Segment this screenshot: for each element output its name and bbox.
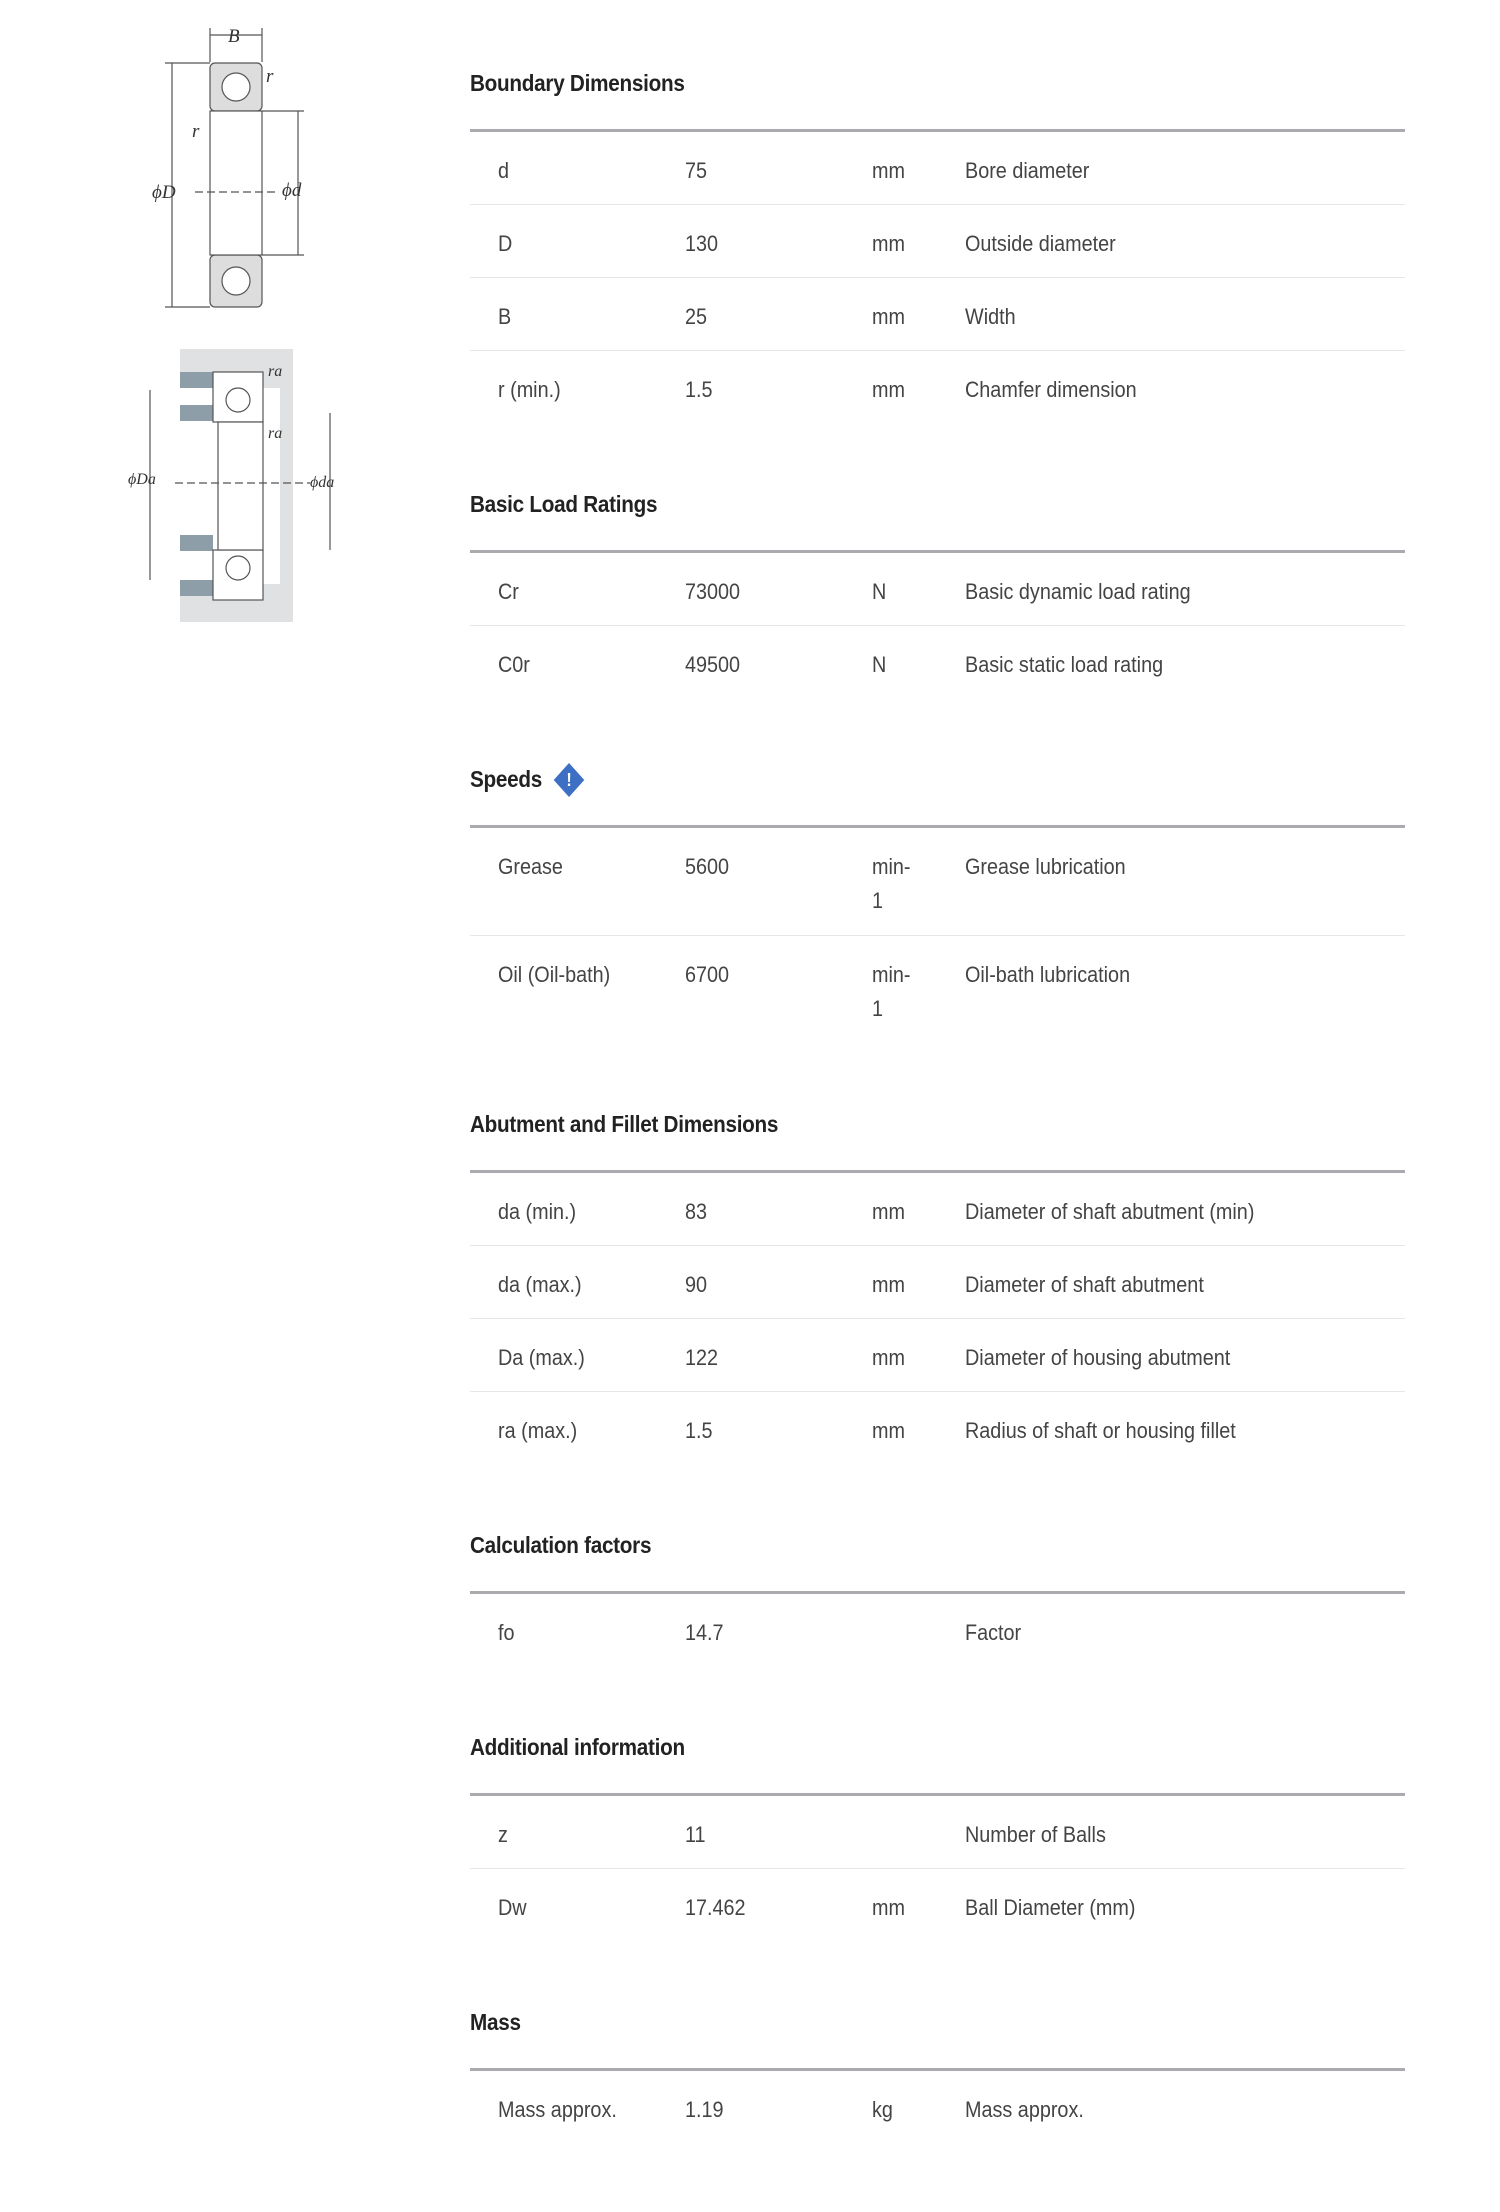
param-description: Ball Diameter (mm) <box>965 1895 1136 1920</box>
section-title: Additional information <box>470 1734 685 1760</box>
spec-table <box>470 2068 1405 2178</box>
bearing-dimension-diagram <box>165 28 304 307</box>
param-value: 75 <box>685 158 708 183</box>
param-value: 25 <box>685 304 708 329</box>
table-row <box>470 132 1405 205</box>
param-name: C0r <box>498 652 530 677</box>
section-abutment-and-fillet-dimensions <box>470 1077 1405 1498</box>
section-header <box>470 1700 1405 1793</box>
specification-tables <box>470 0 1405 2212</box>
param-description: Bore diameter <box>965 158 1090 183</box>
param-unit: mm <box>872 1895 905 1920</box>
param-value: 6700 <box>685 962 730 987</box>
param-value: 11 <box>685 1822 706 1847</box>
param-name: Mass approx. <box>498 2097 617 2122</box>
param-description: Diameter of shaft abutment <box>965 1272 1204 1297</box>
section-header <box>470 1077 1405 1170</box>
section-calculation-factors <box>470 1498 1405 1700</box>
diagram-label-r: r <box>192 121 200 142</box>
diagram-label-Da: ϕDa <box>128 471 156 488</box>
param-unit: mm <box>872 377 905 402</box>
table-row <box>470 1173 1405 1246</box>
section-title: Abutment and Fillet Dimensions <box>470 1111 779 1137</box>
diagram-label-r: r <box>266 66 274 87</box>
table-row <box>470 351 1405 423</box>
param-value: 73000 <box>685 579 741 604</box>
table-row <box>470 553 1405 626</box>
param-unit: mm <box>872 304 905 329</box>
param-unit: kg <box>872 2097 893 2122</box>
param-value: 49500 <box>685 652 741 677</box>
param-name: Oil (Oil-bath) <box>498 962 611 987</box>
section-header <box>470 457 1405 550</box>
section-boundary-dimensions <box>470 36 1405 457</box>
param-unit: mm <box>872 1199 905 1224</box>
spec-table <box>470 825 1405 1043</box>
param-description: Factor <box>965 1620 1022 1645</box>
param-value: 17.462 <box>685 1895 746 1920</box>
param-unit: mm <box>872 1345 905 1370</box>
section-speeds <box>470 732 1405 1077</box>
table-row <box>470 205 1405 278</box>
section-basic-load-ratings <box>470 457 1405 732</box>
param-unit: mm <box>872 231 905 256</box>
param-name: da (max.) <box>498 1272 582 1297</box>
param-unit: mm <box>872 1272 905 1297</box>
param-description: Chamfer dimension <box>965 377 1137 402</box>
table-row <box>470 1246 1405 1319</box>
section-mass <box>470 1975 1405 2212</box>
param-unit: min-1 <box>872 962 911 1021</box>
spec-table <box>470 550 1405 698</box>
param-description: Diameter of shaft abutment (min) <box>965 1199 1255 1224</box>
param-description: Diameter of housing abutment <box>965 1345 1231 1370</box>
table-row <box>470 278 1405 351</box>
param-value: 1.5 <box>685 377 713 402</box>
param-name: fo <box>498 1620 515 1645</box>
table-row <box>470 2071 1405 2178</box>
table-row <box>470 626 1405 698</box>
icon-glyph: ! <box>566 769 572 790</box>
diagram-label-d: ϕd <box>282 180 302 201</box>
param-name: d <box>498 158 510 183</box>
abutment-diagram <box>150 349 330 622</box>
section-header <box>470 1498 1405 1591</box>
spec-table <box>470 1591 1405 1666</box>
param-name: B <box>498 304 512 329</box>
section-title: Mass <box>470 2009 521 2035</box>
param-name: da (min.) <box>498 1199 577 1224</box>
param-value: 14.7 <box>685 1620 724 1645</box>
param-value: 90 <box>685 1272 708 1297</box>
section-title: Calculation factors <box>470 1532 652 1558</box>
section-header <box>470 36 1405 129</box>
param-value: 1.5 <box>685 1418 713 1443</box>
bearing-diagrams <box>0 0 400 660</box>
param-value: 5600 <box>685 854 730 879</box>
param-value: 1.19 <box>685 2097 724 2122</box>
param-description: Basic dynamic load rating <box>965 579 1191 604</box>
diagram-label-ra: ra <box>268 425 283 442</box>
param-unit: mm <box>872 1418 905 1443</box>
info-diamond-icon[interactable] <box>554 763 585 797</box>
param-value: 83 <box>685 1199 708 1224</box>
section-header <box>470 732 1405 825</box>
param-name: D <box>498 231 513 256</box>
spec-table <box>470 129 1405 423</box>
param-unit: N <box>872 579 887 604</box>
param-unit: min-1 <box>872 854 911 913</box>
table-row <box>470 1796 1405 1869</box>
param-unit: mm <box>872 158 905 183</box>
param-unit: N <box>872 652 887 677</box>
param-description: Width <box>965 304 1016 329</box>
param-description: Radius of shaft or housing fillet <box>965 1418 1236 1443</box>
param-name: r (min.) <box>498 377 561 402</box>
diagram-label-ra: ra <box>268 363 283 380</box>
table-row <box>470 1392 1405 1464</box>
diagram-label-B: B <box>228 26 240 47</box>
diagram-label-da: ϕda <box>310 474 335 491</box>
section-header <box>470 1975 1405 2068</box>
section-title: Speeds <box>470 766 543 792</box>
diagram-label-D: ϕD <box>152 182 176 203</box>
table-row <box>470 936 1405 1043</box>
param-name: z <box>498 1822 508 1847</box>
param-description: Basic static load rating <box>965 652 1164 677</box>
param-name: Cr <box>498 579 519 604</box>
param-name: ra (max.) <box>498 1418 578 1443</box>
spec-table <box>470 1170 1405 1464</box>
param-description: Outside diameter <box>965 231 1116 256</box>
spec-table <box>470 1793 1405 1941</box>
table-row <box>470 828 1405 936</box>
param-value: 122 <box>685 1345 719 1370</box>
param-name: Dw <box>498 1895 527 1920</box>
param-value: 130 <box>685 231 719 256</box>
section-additional-information <box>470 1700 1405 1975</box>
param-description: Grease lubrication <box>965 854 1126 879</box>
param-name: Grease <box>498 854 563 879</box>
table-row <box>470 1869 1405 1941</box>
table-row <box>470 1594 1405 1666</box>
param-description: Number of Balls <box>965 1822 1106 1847</box>
param-description: Mass approx. <box>965 2097 1084 2122</box>
param-name: Da (max.) <box>498 1345 585 1370</box>
param-description: Oil-bath lubrication <box>965 962 1131 987</box>
section-title: Basic Load Ratings <box>470 491 658 517</box>
section-title: Boundary Dimensions <box>470 70 685 96</box>
table-row <box>470 1319 1405 1392</box>
